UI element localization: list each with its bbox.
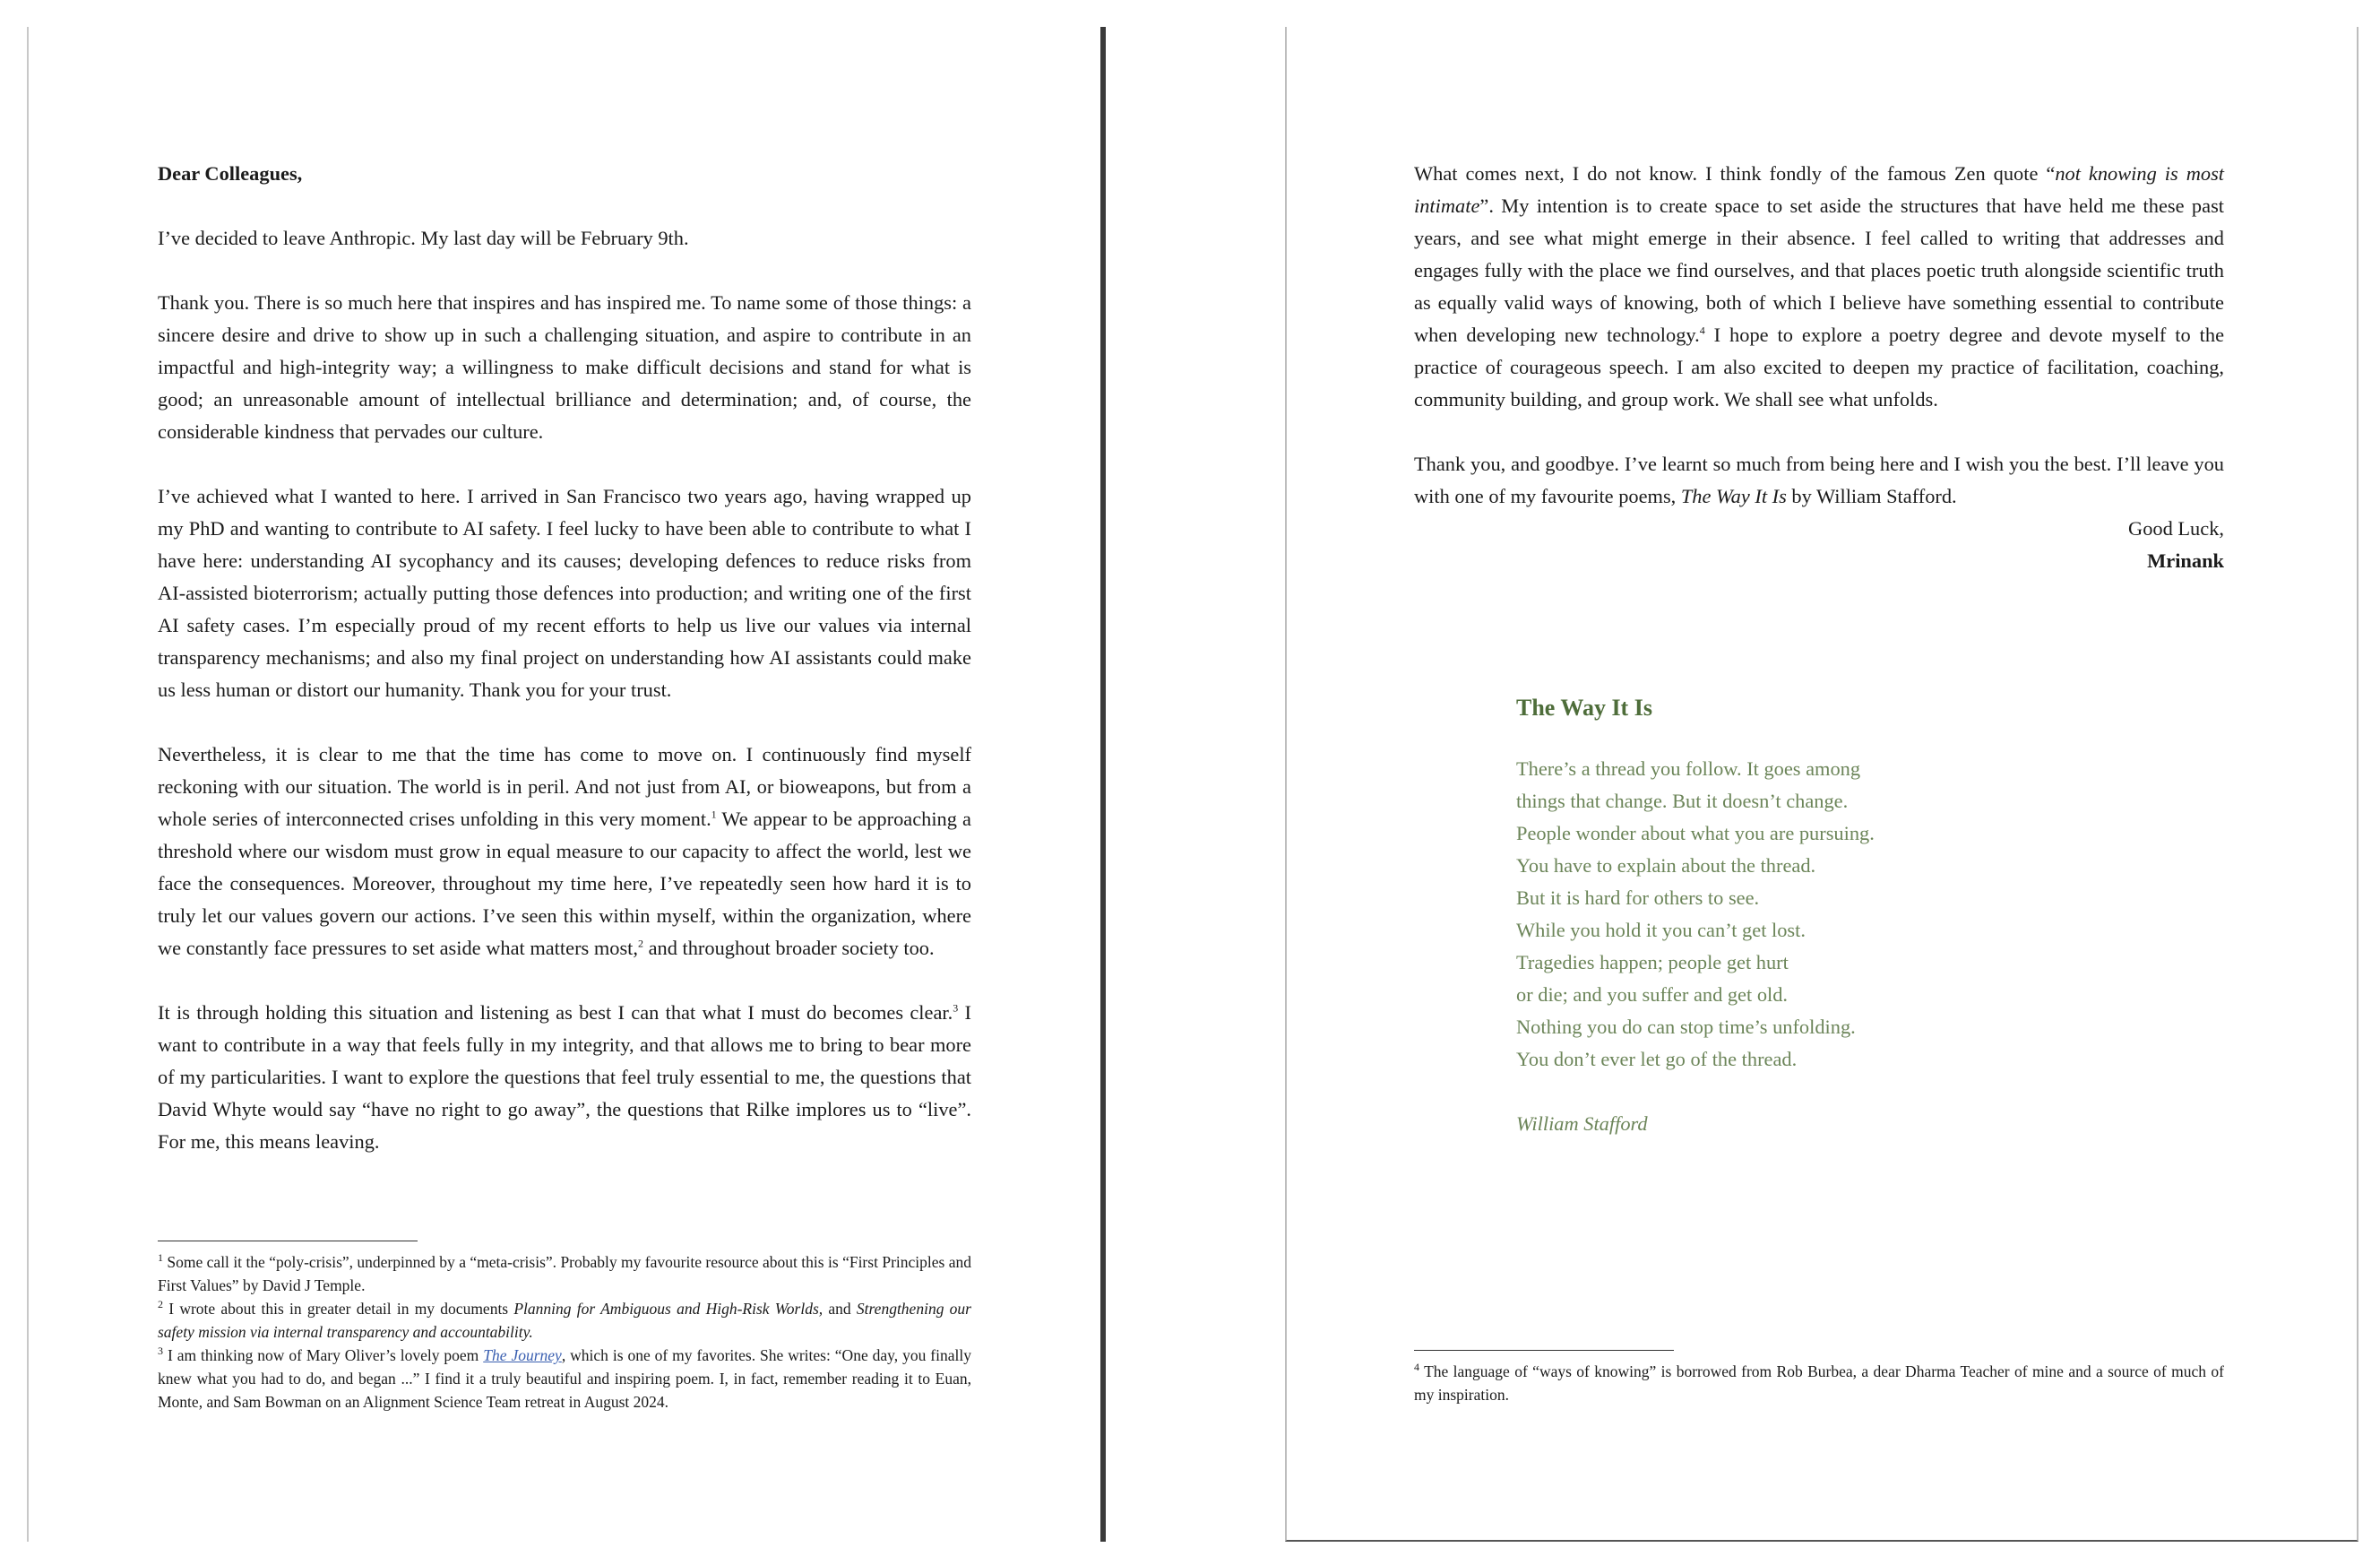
- zen-quote: not knowing is most intimate: [1414, 162, 2225, 217]
- text-span: Nevertheless, it is clear to me that the time has come to move on. I continuously find myself reckoning with our situation. The world is in peril. And not just from AI, or bioweapons, but from a whole series of interconnected crises unfolding in this very moment.: [158, 743, 971, 830]
- salutation: Dear Colleagues,: [158, 162, 303, 185]
- the-journey-link[interactable]: The Journey: [483, 1346, 562, 1364]
- footnote-ref-1[interactable]: 1: [711, 808, 717, 821]
- poem-line: Tragedies happen; people get hurt: [1516, 951, 1789, 973]
- footnote-ref-2[interactable]: 2: [637, 937, 643, 950]
- footnote-text: The language of “ways of knowing” is borrowed from Rob Burbea, a dear Dharma Teacher of mine and a source of much of my inspiration.: [1414, 1362, 2224, 1404]
- footnote-4: [1414, 1360, 2224, 1406]
- footnote-3: [158, 1344, 971, 1414]
- left-footnotes: [158, 1241, 971, 1414]
- right-page: [1285, 27, 2358, 1542]
- footnote-text: and: [823, 1300, 857, 1318]
- footnote-ref-3[interactable]: 3: [953, 1001, 959, 1015]
- poem-line: There’s a thread you follow. It goes among: [1516, 757, 1861, 780]
- left-page-body: [158, 158, 971, 1190]
- poem-author: William Stafford: [1516, 1112, 1648, 1135]
- text-span: by William Stafford.: [1786, 485, 1957, 507]
- paragraph-goodbye: [1414, 448, 2224, 513]
- signature: Mrinank: [2147, 549, 2224, 572]
- text-span: It is through holding this situation and listening as best I can that what I must do becomes clear.: [158, 1001, 953, 1024]
- footnote-number: 1: [158, 1251, 163, 1265]
- paragraph-leaving: I’ve decided to leave Anthropic. My last day will be February 9th.: [158, 227, 689, 249]
- poem-line: Nothing you do can stop time’s unfolding.: [1516, 1016, 1856, 1038]
- footnote-divider: [1414, 1350, 1674, 1351]
- text-span: I hope to explore a poetry degree and devote myself to the practice of courageous speech. I am also excited to deepen my practice of facilitation, coaching, community building, and group work. We shall see what unfolds.: [1414, 324, 2225, 411]
- poem-line: While you hold it you can’t get lost.: [1516, 919, 1806, 941]
- poem-line: But it is hard for others to see.: [1516, 886, 1760, 909]
- footnote-text: Some call it the “poly-crisis”, underpinned by a “meta-crisis”. Probably my favourite resource about this is “First Principles and First Values” by David J Temple.: [158, 1253, 971, 1294]
- paragraph-integrity: [158, 997, 971, 1158]
- document-title: Planning for Ambiguous and High-Risk Worlds,: [513, 1300, 824, 1318]
- document-title: Strengthening our safety mission via internal transparency and accountability.: [158, 1300, 971, 1341]
- poem-line: things that change. But it doesn’t change.: [1516, 790, 1849, 812]
- paragraph-what-next: [1414, 158, 2224, 416]
- poem-title: The Way It Is: [1516, 695, 1652, 721]
- footnote-number: 2: [158, 1298, 163, 1311]
- closing-line: Good Luck,: [2128, 517, 2224, 540]
- footnote-2: [158, 1297, 971, 1344]
- text-span: I want to contribute in a way that feels fully in my integrity, and that allows me to bring to bear more of my particularities. I want to explore the questions that feel truly essential to me, the questions that David Whyte would say “have no right to go away”, the questions that Rilke implores us to “live”. For me, this means leaving.: [158, 1001, 971, 1153]
- footnote-1: [158, 1250, 971, 1297]
- poem-line: You have to explain about the thread.: [1516, 854, 1816, 877]
- text-span: We appear to be approaching a threshold where our wisdom must grow in equal measure to our capacity to affect the world, lest we face the consequences. Moreover, throughout my time here, I’ve repeatedly seen how hard it is to truly let our values govern our actions. I’ve seen this within myself, within the organization, where we constantly face pressures to set aside what matters most,: [158, 808, 971, 959]
- page-divider: [1100, 27, 1106, 1542]
- poem-line: People wonder about what you are pursuing.: [1516, 822, 1875, 844]
- text-span: ”. My intention is to create space to set aside the structures that have held me these past years, and see what might emerge in their absence. I feel called to writing that addresses and engages fully with the place we find ourselves, and that places poetic truth alongside scientific truth as equally valid ways of knowing, both of which I believe have something essential to contribute when developing new technology.: [1414, 195, 2224, 346]
- paragraph-thank-you: Thank you. There is so much here that inspires and has inspired me. To name some of those things: a sincere desire and drive to show up in such a challenging situation, and aspire to contribute in an impactful and high-integrity way; a willingness to make difficult decisions and stand for what is good; an unreasonable amount of intellectual brilliance and determination; and, of course, the considerable kindness that pervades our culture.: [158, 291, 971, 443]
- footnote-number: 3: [158, 1345, 163, 1358]
- poem-title-ref: The Way It Is: [1680, 485, 1787, 507]
- text-span: What comes next, I do not know. I think fondly of the famous Zen quote “: [1414, 162, 2056, 185]
- footnote-ref-4[interactable]: 4: [1699, 324, 1705, 337]
- right-page-body: [1414, 158, 2224, 577]
- footnote-text: I am thinking now of Mary Oliver’s lovely poem: [163, 1346, 484, 1364]
- paragraph-moving-on: [158, 739, 971, 964]
- paragraph-achievements: I’ve achieved what I wanted to here. I arrived in San Francisco two years ago, having wrapped up my PhD and wanting to contribute to AI safety. I feel lucky to have been able to contribute to what I have here: understanding AI sycophancy and its causes; developing defences to reduce risks from AI-assisted bioterrorism; actually putting those defences into production; and writing one of the first AI safety cases. I’m especially proud of my recent efforts to help us live our values via internal transparency mechanisms; and also my final project on understanding how AI assistants could make us less human or distort our humanity. Thank you for your trust.: [158, 485, 971, 701]
- footnote-text: I wrote about this in greater detail in my documents: [163, 1300, 514, 1318]
- poem-line: You don’t ever let go of the thread.: [1516, 1048, 1798, 1070]
- footnote-text: , which is one of my favorites. She writes: “One day, you finally knew what you had to do, and began ...” I find it a truly beautiful and inspiring poem. I, in fact, remember reading it to Euan, Monte, and Sam Bowman on an Alignment Science Team retreat in August 2024.: [158, 1346, 971, 1411]
- right-footnotes: [1414, 1350, 2224, 1406]
- text-span: and throughout broader society too.: [642, 937, 935, 959]
- footnote-number: 4: [1414, 1361, 1419, 1374]
- poem-block: [1516, 690, 2143, 1140]
- left-page: [27, 27, 1104, 1542]
- poem-line: or die; and you suffer and get old.: [1516, 983, 1789, 1006]
- text-span: Thank you, and goodbye. I’ve learnt so much from being here and I wish you the best. I’ll leave you with one of my favourite poems,: [1414, 453, 2224, 507]
